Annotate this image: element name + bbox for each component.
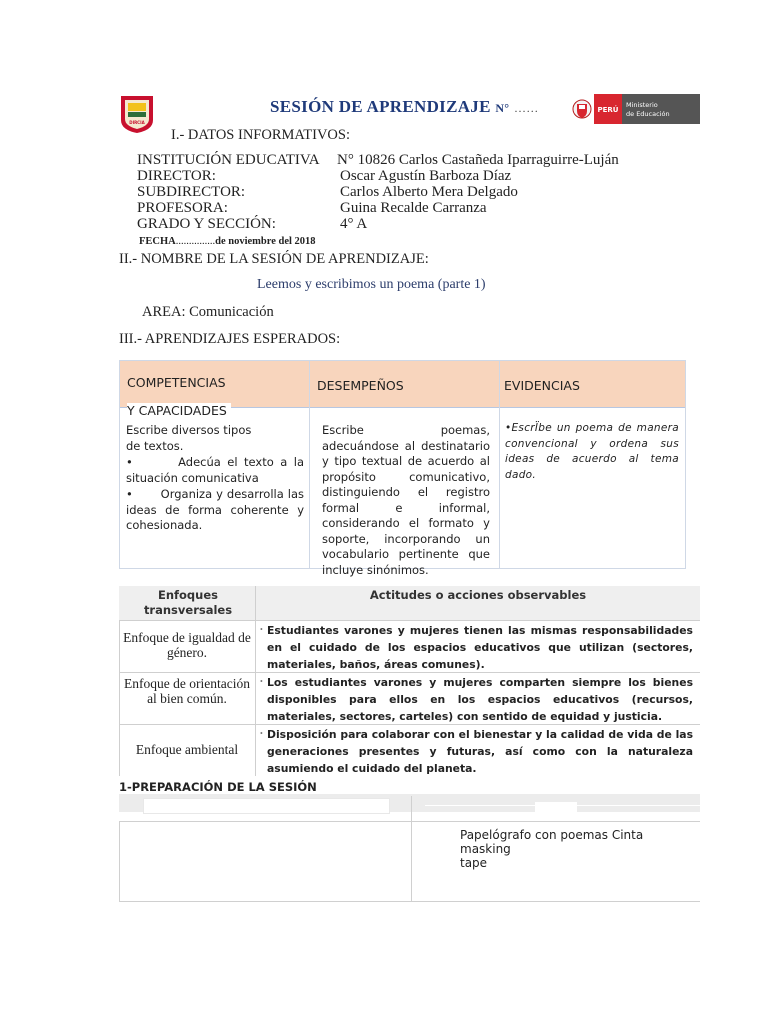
bullet-icon: • [126, 455, 179, 469]
director-label: DIRECTOR: [137, 168, 216, 184]
area-label: AREA: [142, 304, 186, 320]
enfoques-table [119, 586, 700, 776]
fecha-dots: ............... [175, 236, 216, 247]
session-number-label: N° [495, 101, 510, 115]
capacidad-item: • Organiza y desarrolla las ideas de forma coherente y cohesionada. [126, 487, 304, 532]
actitud-text: Estudiantes varones y mujeres tienen las mismas responsabilidades en el cuidado de los espacios educativos que utilizan (sectores, materiales, baños, áreas comunes). [267, 624, 693, 671]
area-value: Comunicación [189, 304, 274, 320]
page-title [270, 97, 539, 117]
fecha-value: de noviembre del 2018 [215, 236, 316, 247]
col-enfoques: Enfoques transversales [143, 588, 233, 617]
bullet-icon: • [260, 677, 263, 686]
minedu-line1: Ministerio [626, 101, 658, 109]
capacidad-item: • Adecúa el texto a la situación comunicativa [126, 455, 304, 485]
fecha-line [139, 236, 316, 247]
session-name: Leemos y escribimos un poema (parte 1) [257, 277, 486, 292]
materials-line: tape [460, 856, 488, 870]
bullet-icon: • [260, 729, 263, 738]
subdirector-value: Carlos Alberto Mera Delgado [340, 184, 518, 200]
actitud-text: Disposición para colaborar con el bienestar y la calidad de vida de las generaciones presentes y futuras, así como con la naturaleza asumiendo el cuidado del planeta. [267, 728, 693, 775]
section2-heading: II.- NOMBRE DE LA SESIÓN DE APRENDIZAJE: [119, 251, 429, 267]
profesora-label: PROFESORA: [137, 200, 228, 216]
minedu-logo [572, 94, 700, 124]
competencia-text: Escribe diversos tipos de textos. [126, 423, 252, 453]
section1-heading: I.- DATOS INFORMATIVOS: [171, 127, 350, 143]
materials-list [460, 828, 643, 870]
competencies-table [119, 360, 686, 577]
col-evidencias: EVIDENCIAS [504, 378, 580, 393]
evidencia-text: •EscrÏbe un poema de manera convencional y ordena sus ideas de acuerdo al tema dado. [505, 422, 679, 481]
session-number-dots: …… [513, 101, 539, 115]
grado-label: GRADO Y SECCIÓN: [137, 216, 276, 232]
minedu-country: PERÚ [597, 106, 619, 114]
peru-shield-icon [573, 100, 591, 118]
school-crest-logo [118, 94, 156, 134]
area-line [142, 304, 274, 321]
section3-heading: III.- APRENDIZAJES ESPERADOS: [119, 331, 341, 347]
enfoque-name: Enfoque de orientación al bien común. [124, 676, 250, 706]
crest-text: DIRCIA [129, 120, 145, 125]
preparacion-heading: 1-PREPARACIÓN DE LA SESIÓN [119, 780, 317, 794]
bullet-icon: • [126, 487, 161, 501]
desempeno-text: Escribe poemas, adecuándose al destinatario y tipo textual de acuerdo al propósito comunicativo, distinguiendo el registro formal e informal, considerando el formato y soporte, incorporando un vocabulario pertinente que incluye sinónimos. [322, 423, 490, 577]
title-text: SESIÓN DE APRENDIZAJE [270, 97, 491, 116]
col-actitudes: Actitudes o acciones observables [369, 588, 587, 602]
enfoque-name: Enfoque de igualdad de género. [123, 630, 251, 660]
profesora-value: Guina Recalde Carranza [340, 200, 487, 216]
col-desempenos: DESEMPEÑOS [317, 378, 404, 393]
capacidades-label: Y CAPACIDADES [127, 403, 231, 418]
director-value: Oscar Agustín Barboza Díaz [340, 168, 512, 184]
enfoque-name: Enfoque ambiental [135, 742, 239, 757]
col-competencias: COMPETENCIAS [127, 375, 226, 390]
subdirector-label: SUBDIRECTOR: [137, 184, 246, 200]
bullet-icon: • [260, 625, 263, 634]
materials-line: masking [460, 842, 511, 856]
materials-line: Papelógrafo con poemas Cinta [460, 828, 644, 842]
grado-value: 4° A [340, 216, 368, 232]
minedu-line2: de Educación [626, 110, 670, 118]
institucion-label: INSTITUCIÓN EDUCATIVA [137, 152, 320, 168]
institucion-value: N° 10826 Carlos Castañeda Iparraguirre-Luján [337, 152, 619, 168]
actitud-text: Los estudiantes varones y mujeres comparten siempre los bienes disponibles para ellos en los espacios educativos (recursos, materiales, sectores, carteles) con sentido de equidad y justicia. [267, 676, 693, 723]
bullet-icon: • [505, 422, 512, 434]
fecha-label: FECHA [139, 236, 176, 247]
